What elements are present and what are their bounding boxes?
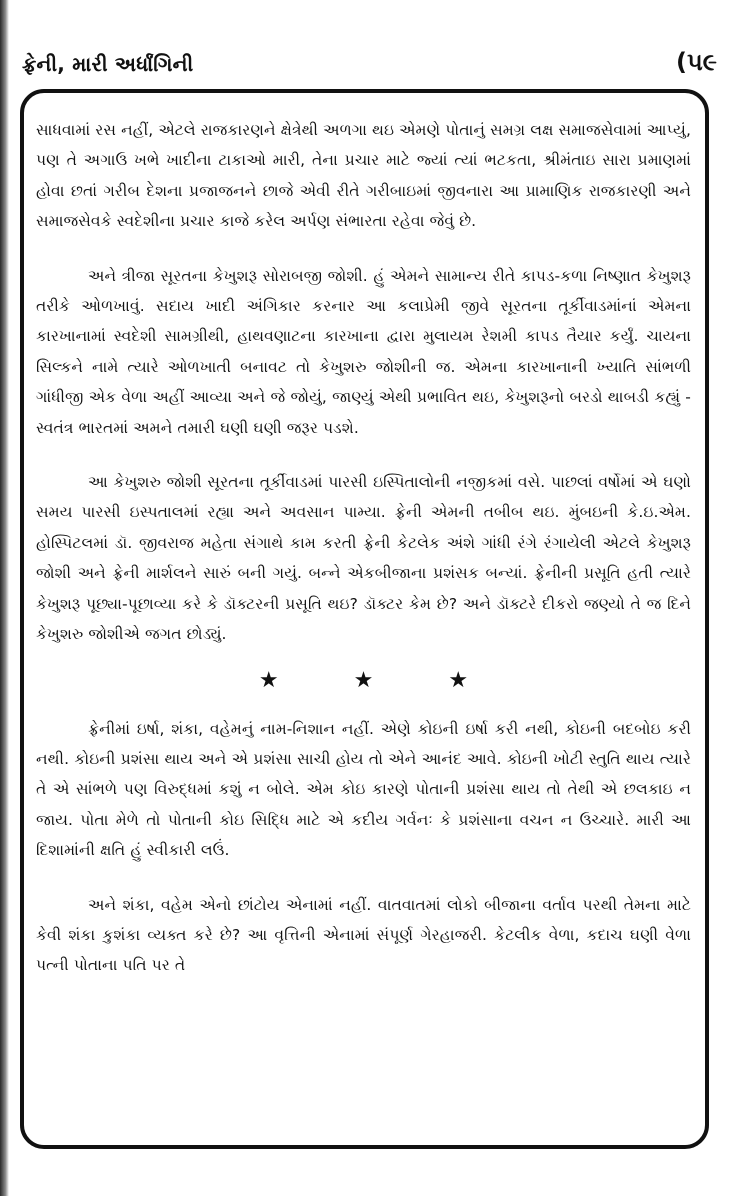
running-title: ફ્રેની, મારી અર્ધાંગિની	[22, 52, 194, 76]
paragraph-4: ફ્રેનીમાં ઇર્ષા, શંકા, વહેમનું નામ-નિશાન નહીં. એણે કોઇની ઇર્ષા કરી નથી, કોઇની બદબોઇ કરી નથી. કોઇની પ્રશંસા થાય અને એ પ્રશંસા સાચી હોય તો એને આનંદ આવે. કોઇની ખોટી સ્તુતિ થાય ત્યારે તે એ સાંભળે પણ વિરુદ્ધમાં કશું ન બોલે. એમ કોઇ કારણે પોતાની પ્રશંસા થાય તો તેથી એ છલકાઇ ન જાય. પોતા મેળે તો પોતાની કોઇ સિદ્ધિ માટે એ કદીય ગર્વનઃ કે પ્રશંસાના વચન ન ઉચ્ચારે. મારી આ દિશામાંની ક્ષતિ હું સ્વીકારી લઉં.	[36, 719, 691, 860]
text-frame	[20, 89, 709, 1149]
page-header	[22, 44, 723, 84]
book-spine-shadow	[0, 0, 9, 1196]
section-break-stars: ★ ★ ★	[258, 667, 503, 693]
paragraph-3: આ કેખુશરુ જોશી સૂરતના તૂર્કીવાડમાં પારસી ઇસ્પિતાલોની નજીકમાં વસે. પાછલાં વર્ષોમાં એ ઘણો સમય પારસી ઇસ્પતાલમાં રહ્યા અને અવસાન પામ્યા. ફ્રેની એમની તબીબ થઇ. મુંબઇની કે.ઇ.એમ. હોસ્પિટલમાં ડૉ. જીવરાજ મહેતા સંગાથે કામ કરતી ફ્રેની કેટલેક અંશે ગાંધી રંગે રંગાયેલી એટલે કેખુશરૂ જોશી અને ફ્રેની માર્શલને સારું બની ગયું. બન્ને એકબીજાના પ્રશંસક બન્યાં. ફ્રેનીની પ્રસૂતિ હતી ત્યારે કેખુશરૂ પૂછ્યા-પૂછાવ્યા કરે કે ડૉક્ટરની પ્રસૂતિ થઇ? ડૉક્ટર કેમ છે? અને ડૉક્ટરે દીકરો જણ્યો તે જ દિને કેખુશરુ જોશીએ જગત છોડ્યું.	[36, 473, 691, 644]
paragraph-5: અને શંકા, વહેમ એનો છાંટોય એનામાં નહીં. વાતવાતમાં લોકો બીજાના વર્તાવ પરથી તેમના માટે કેવી શંકા કુશંકા વ્યક્ત કરે છે? આ વૃત્તિની એનામાં સંપૂર્ણ ગેરહાજરી. કેટલીક વેળા, કદાચ ઘણી વેળા પત્ની પોતાના પતિ પર તે	[36, 895, 691, 975]
paragraph-2: અને ત્રીજા સૂરતના કેખુશરૂ સોરાબજી જોશી. હું એમને સામાન્ય રીતે કાપડ-કળા નિષ્ણાત કેખુશરૂ તરીકે ઓળખાવું. સદાય ખાદી અંગિકાર કરનાર આ કલાપ્રેમી જીવે સૂરતના તૂર્કીવાડમાંનાં એમના કારખાનામાં સ્વદેશી સામગ્રીથી, હાથવણાટના કારખાના દ્વારા મુલાયમ રેશમી કાપડ તૈયાર કર્યું. ચાયના સિલ્કને નામે ત્યારે ઓળખાતી બનાવટ તો કેખુશરુ જોશીની જ. એમના કારખાનાની ખ્યાતિ સાંભળી ગાંધીજી એક વેળા અહીં આવ્યા અને જે જોયું, જાણ્યું એથી પ્રભાવિત થઇ, કેખુશરૂનો બરડો થાબડી કહ્યું - સ્વતંત્ર ભારતમાં અમને તમારી ઘણી ઘણી જરૂર પડશે.	[36, 266, 691, 437]
page-number: (૫૯	[676, 48, 717, 76]
paragraph-1: સાધવામાં રસ નહીં, એટલે રાજકારણને ક્ષેત્રેથી અળગા થઇ એમણે પોતાનું સમગ્ર લક્ષ સમાજસેવામાં આપ્યું, પણ તે અગાઉ ખભે ખાદીના ટાકાઓ મારી, તેના પ્રચાર માટે જ્યાં ત્યાં ભટકતા, શ્રીમંતાઇ સારા પ્રમાણમાં હોવા છતાં ગરીબ દેશના પ્રજાજનને છાજે એવી રીતે ગરીબાઇમાં જીવનારા આ પ્રામાણિક રાજકારણી અને સમાજસેવકે સ્વદેશીના પ્રચાર કાજે કરેલ અર્પણ સંભારતા રહેવા જેવું છે.	[36, 121, 691, 231]
